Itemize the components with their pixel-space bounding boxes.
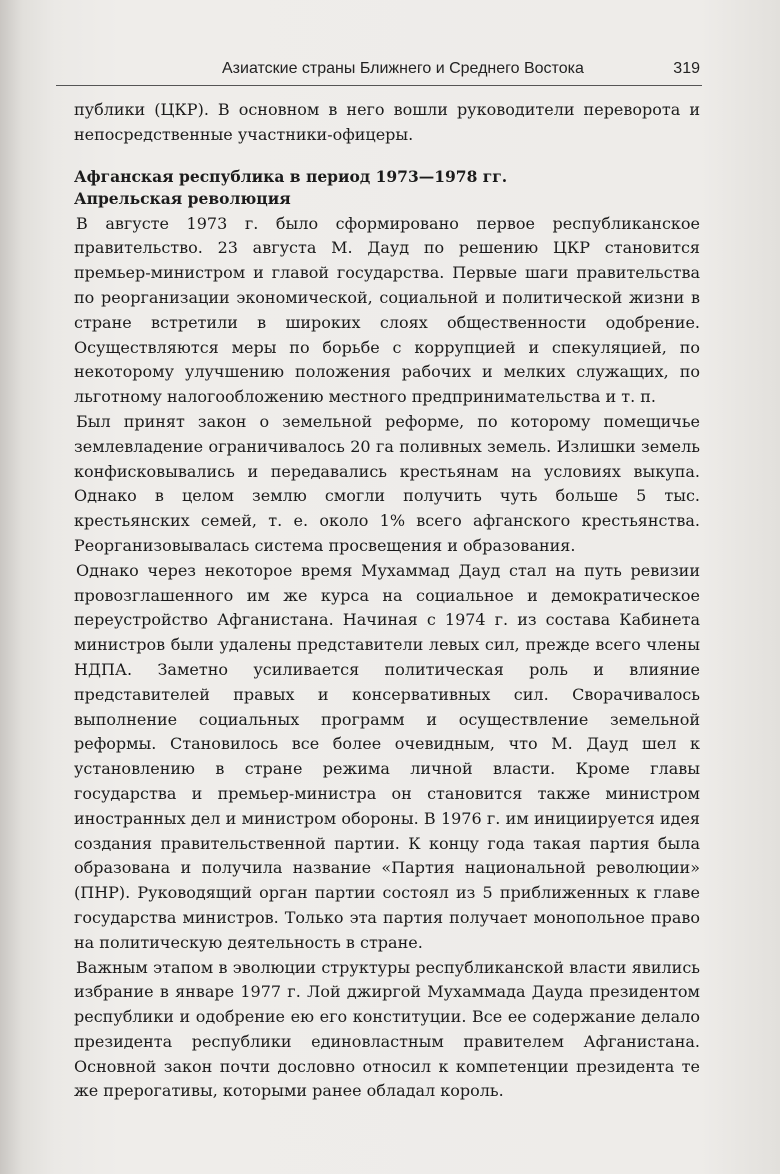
section-title: Афганская республика в период 1973—1978 гг. — [74, 166, 508, 186]
running-header — [222, 60, 700, 78]
section-subtitle: Апрельская революция — [74, 188, 291, 208]
paragraph-3: Однако через некоторое время Мухаммад Дауд стал на путь ревизии провозглашенного им же курса на социальное и демократическое переустройство Афганистана. Начиная с 1974 г. из состава Кабинета министров были удалены представители левых сил, прежде всего члены НДПА. Заметно усиливается политическая роль и влияние представителей правых и консервативных сил. Сворачивалось выполнение социальных программ и осуществление земельной реформы. Становилось все более очевидным, что М. Дауд шел к установлению в стране режима личной власти. Кроме главы государства и премьер-министра он становится также министром иностранных дел и министром обороны. В 1976 г. им инициируется идея создания правительственной партии. К концу года такая партия была образована и получила название «Партия национальной революции» (ПНР). Руководящий орган партии состоял из 5 приближенных к главе государства министров. Только эта партия получает монопольное право на политическую деятельность в стране. — [74, 560, 700, 952]
page-number: 319 — [673, 60, 700, 77]
header-rule — [56, 85, 702, 86]
body-text — [74, 98, 700, 1104]
intro-paragraph: публики (ЦКР). В основном в него вошли руководители переворота и непосредственные участники-офицеры. — [74, 100, 700, 144]
paragraph-2: Был принят закон о земельной реформе, по которому помещичье землевладение ограничивалось 20 га поливных земель. Излишки земель конфисковывались и передавались крестьянам на условиях выкупа. Однако в целом землю смогли получить чуть больше 5 тыс. крестьянских семей, т. е. около 1% всего афганского крестьянства. Реорганизовывалась система просвещения и образования. — [74, 411, 700, 555]
paragraph-1: В августе 1973 г. было сформировано первое республиканское правительство. 23 августа М. Дауд по решению ЦКР становится премьер-министром и главой государства. Первые шаги правительства по реорганизации экономической, социальной и политической жизни в стране встретили в широких слоях общественности одобрение. Осуществляются меры по борьбе с коррупцией и спекуляцией, по некоторому улучшению положения рабочих и мелких служащих, по льготному налогообложению местного предпринимательства и т. п. — [74, 213, 700, 407]
running-header-title: Азиатские страны Ближнего и Среднего Востока — [222, 60, 584, 77]
paragraph-4: Важным этапом в эволюции структуры республиканской власти явились избрание в январе 1977 г. Лой джиргой Мухаммада Дауда президентом республики и одобрение ею его конституции. Все ее содержание делало президента республики единовластным правителем Афганистана. Основной закон почти дословно относил к компетенции президента те же прерогативы, которыми ранее обладал король. — [74, 957, 700, 1101]
